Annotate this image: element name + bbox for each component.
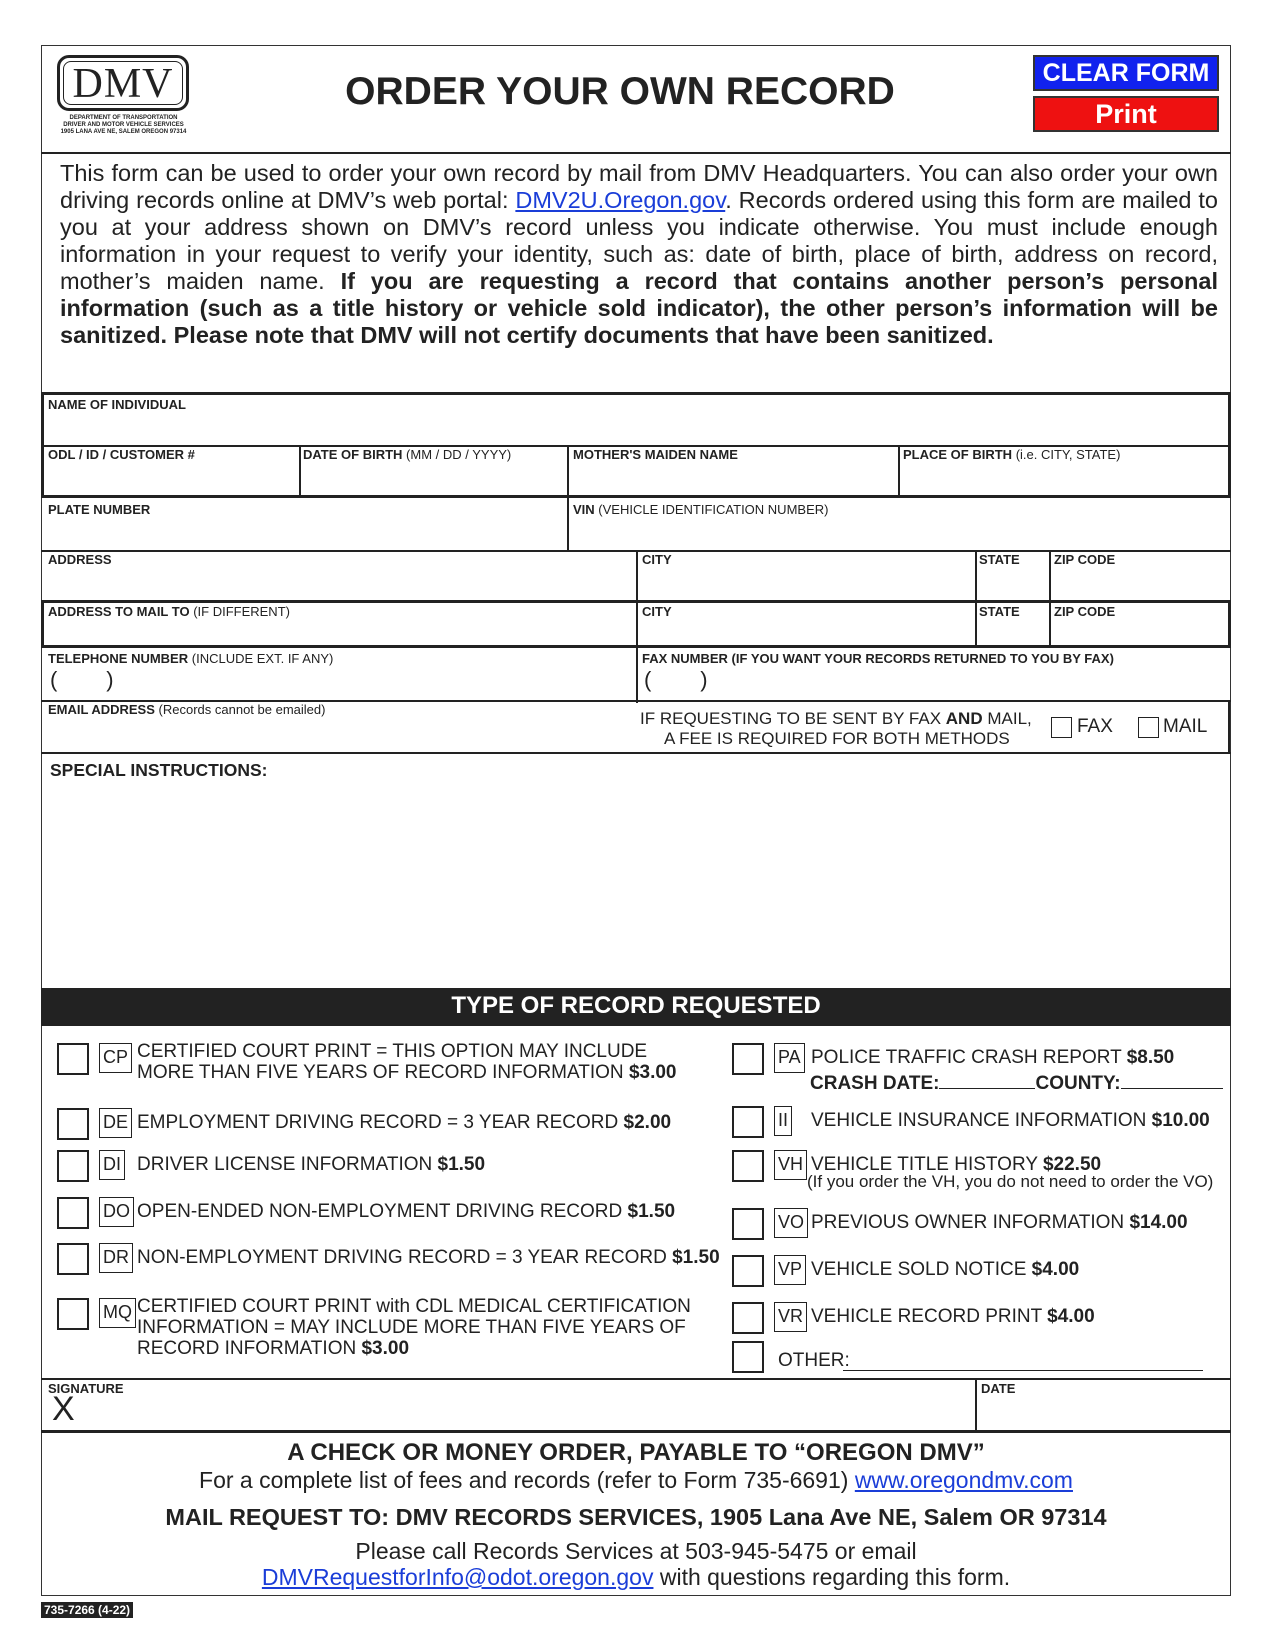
payment-note: A CHECK OR MONEY ORDER, PAYABLE TO “OREGON DMV”: [287, 1439, 985, 1466]
plate-label: PLATE NUMBER: [48, 502, 151, 517]
state-input[interactable]: [978, 570, 1047, 598]
dob-input[interactable]: [302, 466, 565, 494]
records-heading: TYPE OF RECORD REQUESTED: [451, 992, 821, 1019]
mail-state-label: STATE: [979, 604, 1020, 619]
fax-option-label: FAX: [1077, 716, 1113, 737]
record-code: MQ: [99, 1298, 136, 1328]
mail-address-label: ADDRESS TO MAIL TO (IF DIFFERENT): [48, 604, 290, 619]
vh-note: (If you order the VH, you do not need to order the VO): [807, 1172, 1214, 1191]
right-vp-checkbox[interactable]: [732, 1255, 764, 1287]
left-cp-checkbox[interactable]: [57, 1043, 89, 1075]
fees-note: For a complete list of fees and records (refer to Form 735-6691) www.oregondmv.com: [199, 1467, 1073, 1493]
crash-date-field: CRASH DATE: COUNTY:: [810, 1072, 1223, 1095]
address-label: ADDRESS: [48, 552, 112, 567]
mail-zip-input[interactable]: [1052, 620, 1226, 644]
logo-caption: DEPARTMENT OF TRANSPORTATION DRIVER AND MOTOR VEHICLE SERVICES 1905 LANA AVE NE, SALEM OREGON 97314: [60, 115, 187, 135]
signature-label: SIGNATURE: [48, 1381, 124, 1396]
record-code: DI: [99, 1150, 125, 1180]
mail-zip-label: ZIP CODE: [1054, 604, 1116, 619]
left-mq-checkbox[interactable]: [57, 1298, 89, 1330]
mail-city-label: CITY: [642, 604, 672, 619]
record-price: $8.50: [1126, 1047, 1175, 1068]
right-pa-checkbox[interactable]: [732, 1043, 764, 1075]
record-code: VO: [774, 1208, 808, 1238]
left-de-checkbox[interactable]: [57, 1108, 89, 1140]
dob-label: DATE OF BIRTH (MM / DD / YYYY): [303, 447, 512, 462]
city-label: CITY: [642, 552, 672, 567]
record-code: PA: [774, 1043, 805, 1073]
record-code: DR: [99, 1243, 133, 1273]
record-code: DE: [99, 1108, 132, 1138]
page-title: ORDER YOUR OWN RECORD: [345, 70, 895, 113]
clear-form-button[interactable]: CLEAR FORM: [1033, 55, 1219, 91]
contact-note-2: DMVRequestforInfo@odot.oregon.gov with questions regarding this form.: [261, 1564, 1011, 1590]
record-description: PREVIOUS OWNER INFORMATION $14.00: [811, 1212, 1188, 1233]
other-checkbox[interactable]: [732, 1341, 764, 1373]
vin-input[interactable]: [571, 520, 1226, 548]
record-code: CP: [99, 1043, 132, 1073]
record-code: VR: [774, 1302, 807, 1332]
record-description: VEHICLE SOLD NOTICE $4.00: [811, 1259, 1080, 1280]
email-label: EMAIL ADDRESS (Records cannot be emailed): [48, 702, 326, 717]
record-description: OPEN-ENDED NON-EMPLOYMENT DRIVING RECORD $1.50: [137, 1201, 676, 1222]
mail-state-input[interactable]: [978, 620, 1047, 644]
record-price: $3.00: [628, 1062, 677, 1083]
record-description: VEHICLE TITLE HISTORY $22.50: [811, 1154, 1102, 1175]
record-description: EMPLOYMENT DRIVING RECORD = 3 YEAR RECORD $2.00: [137, 1112, 672, 1133]
record-description: DRIVER LICENSE INFORMATION $1.50: [137, 1154, 486, 1175]
mail-option-label: MAIL: [1163, 716, 1208, 737]
right-ii-checkbox[interactable]: [732, 1106, 764, 1138]
oregondmv-link[interactable]: www.oregondmv.com: [854, 1467, 1073, 1493]
record-code: DO: [99, 1197, 134, 1227]
odl-input[interactable]: [46, 466, 296, 494]
fax-checkbox[interactable]: [1051, 717, 1072, 738]
record-price: $1.50: [437, 1154, 486, 1175]
other-line: [843, 1370, 1203, 1371]
fax-mail-note: IF REQUESTING TO BE SENT BY FAX AND MAIL, A FEE IS REQUIRED FOR BOTH METHODS: [640, 709, 1032, 748]
email-input[interactable]: [46, 720, 634, 748]
fax-label: FAX NUMBER (IF YOU WANT YOUR RECORDS RETURNED TO YOU BY FAX): [642, 651, 1114, 666]
left-do-checkbox[interactable]: [57, 1197, 89, 1229]
mail-checkbox[interactable]: [1138, 717, 1159, 738]
left-di-checkbox[interactable]: [57, 1150, 89, 1182]
special-instructions-label: SPECIAL INSTRUCTIONS:: [50, 760, 268, 780]
record-price: $10.00: [1151, 1110, 1210, 1131]
right-vh-checkbox[interactable]: [732, 1150, 764, 1182]
mail-city-input[interactable]: [640, 620, 973, 644]
record-description: NON-EMPLOYMENT DRIVING RECORD = 3 YEAR RECORD $1.50: [137, 1247, 720, 1268]
record-code: II: [774, 1106, 792, 1136]
maiden-label: MOTHER'S MAIDEN NAME: [573, 447, 738, 462]
dmv2u-link[interactable]: DMV2U.Oregon.gov: [515, 187, 726, 213]
fax-parens: ( ): [644, 667, 708, 692]
record-price: $1.50: [672, 1247, 720, 1268]
signature-mark: X: [52, 1390, 75, 1428]
print-button[interactable]: Print: [1033, 96, 1219, 132]
record-price: $4.00: [1031, 1259, 1080, 1280]
address-input[interactable]: [46, 570, 634, 598]
phone-label: TELEPHONE NUMBER (INCLUDE EXT. IF ANY): [48, 651, 334, 666]
intro-text: This form can be used to order your own record by mail from DMV Headquarters. You can also order your own driving records online at DMV’s web portal: DMV2U.Oregon.gov. Records ordered using this form are mailed to you at your address shown on DMV’s record unless you indicate otherwise. You must include enough information in your request to verify your identity, such as: date of birth, place of birth, address on record, mother’s maiden name. If you are requesting a record that contains another person’s personal information (such as a title history or vehicle sold indicator), the other person’s information will be sanitized. Please note that DMV will not certify documents that have been sanitized.: [60, 160, 1218, 348]
record-code: VH: [774, 1150, 807, 1180]
record-description: POLICE TRAFFIC CRASH REPORT $8.50: [811, 1047, 1175, 1068]
record-description: VEHICLE INSURANCE INFORMATION $10.00: [811, 1110, 1210, 1131]
pob-label: PLACE OF BIRTH (i.e. CITY, STATE): [903, 447, 1121, 462]
record-price: $1.50: [627, 1201, 676, 1222]
record-price: $4.00: [1047, 1306, 1095, 1327]
plate-input[interactable]: [46, 520, 564, 548]
other-label: OTHER:: [778, 1350, 850, 1371]
state-label: STATE: [979, 552, 1020, 567]
phone-input[interactable]: [140, 669, 630, 695]
record-price: $3.00: [361, 1338, 410, 1359]
special-instructions-input[interactable]: [46, 784, 1226, 984]
record-price: $14.00: [1129, 1212, 1188, 1233]
pob-input[interactable]: [901, 466, 1226, 494]
record-description: VEHICLE RECORD PRINT $4.00: [811, 1306, 1095, 1327]
maiden-input[interactable]: [571, 466, 896, 494]
contact-note-1: Please call Records Services at 503-945-5475 or email: [355, 1538, 917, 1564]
right-vr-checkbox[interactable]: [732, 1302, 764, 1334]
record-description: CERTIFIED COURT PRINT = THIS OPTION MAY INCLUDE MORE THAN FIVE YEARS OF RECORD INFORMATION $3.00: [137, 1041, 677, 1083]
record-price: $2.00: [623, 1112, 672, 1133]
record-price: $22.50: [1042, 1154, 1102, 1175]
zip-label: ZIP CODE: [1054, 552, 1116, 567]
date-label: DATE: [981, 1381, 1016, 1396]
vin-label: VIN (VEHICLE IDENTIFICATION NUMBER): [573, 502, 829, 517]
record-code: VP: [774, 1255, 806, 1285]
left-dr-checkbox[interactable]: [57, 1243, 89, 1275]
records-email-link[interactable]: DMVRequestforInfo@odot.oregon.gov: [261, 1564, 654, 1590]
mail-request: MAIL REQUEST TO: DMV RECORDS SERVICES, 1905 Lana Ave NE, Salem OR 97314: [165, 1504, 1107, 1530]
odl-label: ODL / ID / CUSTOMER #: [48, 447, 195, 462]
phone-parens: ( ): [50, 667, 114, 692]
dmv-logo: [57, 55, 189, 111]
right-vo-checkbox[interactable]: [732, 1208, 764, 1240]
form-number: 735-7266 (4-22): [41, 1602, 133, 1618]
date-input[interactable]: [979, 1398, 1224, 1428]
logo-text: DMV: [72, 61, 174, 107]
name-label: NAME OF INDIVIDUAL: [48, 397, 186, 412]
mail-address-input[interactable]: [46, 620, 634, 644]
signature-input[interactable]: [90, 1398, 970, 1428]
fax-input[interactable]: [734, 669, 1224, 695]
city-input[interactable]: [640, 570, 973, 598]
record-description: CERTIFIED COURT PRINT with CDL MEDICAL CERTIFICATION INFORMATION = MAY INCLUDE MORE THAN FIVE YEARS OF RECORD INFORMATION $3.00: [137, 1296, 691, 1359]
zip-input[interactable]: [1052, 570, 1226, 598]
name-input[interactable]: [46, 413, 1226, 443]
